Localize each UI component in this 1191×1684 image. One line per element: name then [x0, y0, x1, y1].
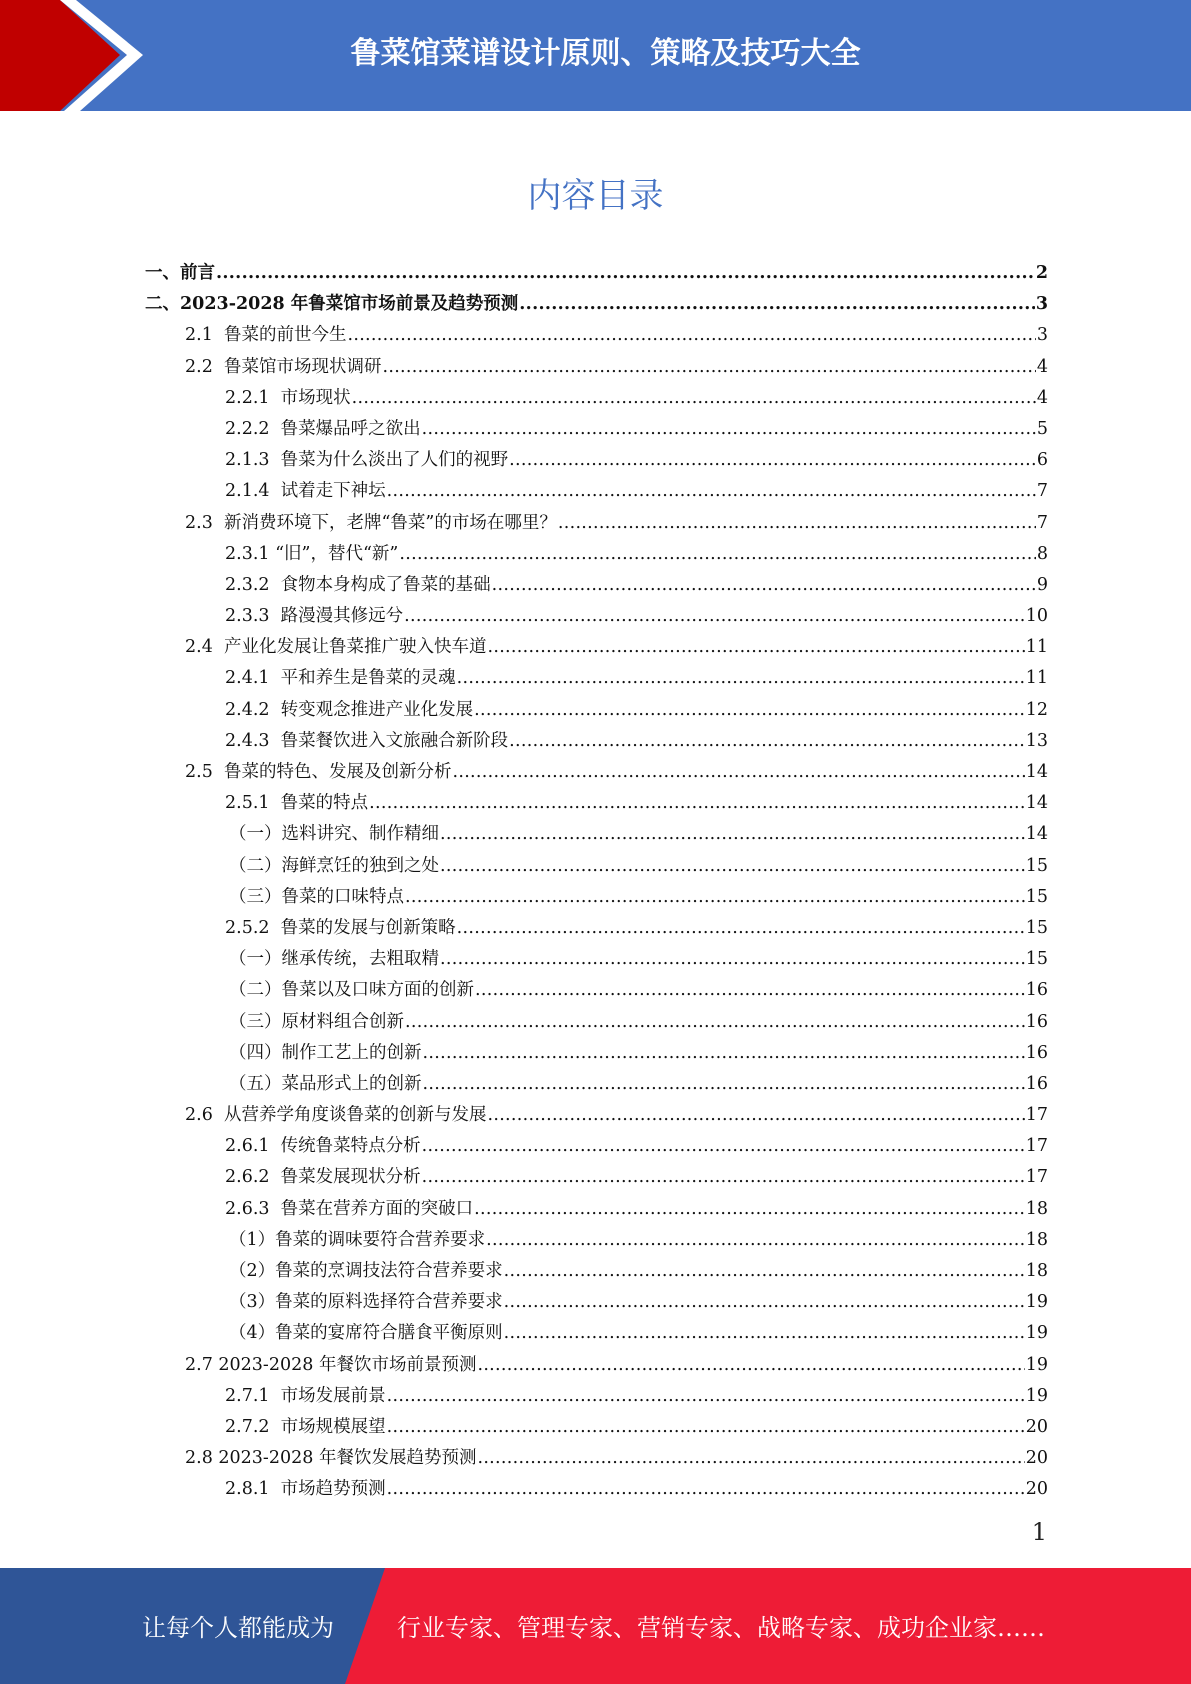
toc-entry[interactable]	[145, 258, 1048, 289]
toc-entry-label: 2.2 鲁菜馆市场现状调研	[185, 356, 382, 377]
toc-entry[interactable]	[145, 1069, 1048, 1100]
toc-leader-dots	[509, 445, 1036, 476]
toc-entry-label: 2.6.3 鲁菜在营养方面的突破口	[225, 1198, 474, 1219]
toc-leader-dots	[405, 882, 1025, 913]
toc-entry-page: 3	[1036, 325, 1048, 346]
toc-entry-label: 2.7 2023-2028 年餐饮市场前景预测	[185, 1354, 477, 1375]
toc-entry-page: 4	[1036, 387, 1048, 408]
toc-entry-page: 15	[1025, 949, 1048, 970]
toc-entry[interactable]	[145, 788, 1048, 819]
toc-entry[interactable]	[145, 1381, 1048, 1412]
toc-leader-dots	[387, 1474, 1025, 1505]
toc-entry-page: 16	[1025, 1073, 1048, 1094]
toc-leader-dots	[440, 851, 1025, 882]
toc-leader-dots	[382, 352, 1035, 383]
toc-entry-label: 2.6 从营养学角度谈鲁菜的创新与发展	[185, 1105, 487, 1126]
toc-entry-page: 19	[1025, 1292, 1048, 1313]
toc-leader-dots	[352, 383, 1036, 414]
toc-entry-label: 2.2.1 市场现状	[225, 387, 351, 408]
toc-entry-page: 15	[1025, 886, 1048, 907]
toc-entry-page: 11	[1025, 668, 1048, 689]
toc-entry-page: 7	[1036, 512, 1048, 533]
table-of-contents	[145, 258, 1048, 1506]
toc-entry[interactable]	[145, 1100, 1048, 1131]
toc-entry-page: 12	[1025, 699, 1048, 720]
toc-entry-label: （二）海鲜烹饪的独到之处	[229, 855, 439, 876]
toc-entry-label: 2.4.2 转变观念推进产业化发展	[225, 699, 474, 720]
toc-entry-page: 8	[1036, 543, 1048, 564]
toc-entry-page: 18	[1025, 1261, 1048, 1281]
page-header	[0, 0, 1191, 111]
toc-entry-page: 20	[1025, 1448, 1048, 1469]
toc-entry-page: 10	[1025, 606, 1048, 627]
toc-leader-dots	[440, 944, 1025, 975]
toc-entry-page: 2	[1035, 263, 1048, 283]
toc-entry[interactable]	[145, 1350, 1048, 1381]
toc-entry-label: 2.3.3 路漫漫其修远兮	[225, 606, 404, 627]
toc-leader-dots	[423, 1038, 1025, 1069]
toc-entry-page: 9	[1036, 574, 1048, 595]
toc-leader-dots	[216, 258, 1035, 289]
toc-entry[interactable]	[145, 882, 1048, 913]
toc-entry[interactable]	[145, 1443, 1048, 1474]
toc-entry-page: 4	[1036, 356, 1048, 377]
toc-leader-dots	[423, 1069, 1025, 1100]
toc-leader-dots	[369, 788, 1025, 819]
toc-leader-dots	[399, 539, 1035, 570]
toc-leader-dots	[387, 1381, 1025, 1412]
toc-entry[interactable]	[145, 320, 1048, 351]
toc-entry-page: 15	[1025, 917, 1048, 938]
toc-entry-page: 16	[1025, 1042, 1048, 1063]
toc-entry-label: 2.2.2 鲁菜爆品呼之欲出	[225, 418, 421, 439]
toc-entry-page: 18	[1025, 1229, 1048, 1250]
toc-entry-label: （三）原材料组合创新	[229, 1011, 404, 1032]
toc-entry[interactable]	[145, 1318, 1048, 1349]
toc-leader-dots	[492, 570, 1036, 601]
toc-leader-dots	[519, 289, 1035, 320]
toc-entry-page: 20	[1025, 1479, 1048, 1500]
toc-entry[interactable]	[145, 1131, 1048, 1162]
toc-entry[interactable]	[145, 1194, 1048, 1225]
toc-leader-dots	[474, 1194, 1025, 1225]
toc-entry[interactable]	[145, 819, 1048, 850]
toc-entry-page: 17	[1025, 1105, 1048, 1126]
toc-leader-dots	[457, 663, 1025, 694]
toc-entry-label: 2.6.2 鲁菜发展现状分析	[225, 1167, 421, 1188]
toc-entry[interactable]	[145, 1287, 1048, 1318]
toc-entry[interactable]	[145, 445, 1048, 476]
toc-entry-label: 2.3.1 “旧”，替代“新”	[225, 543, 399, 564]
toc-leader-dots	[387, 1412, 1025, 1443]
toc-entry[interactable]	[145, 851, 1048, 882]
toc-entry-page: 17	[1025, 1136, 1048, 1157]
toc-entry-label: （一）继承传统，去粗取精	[229, 949, 439, 970]
page-footer	[0, 1568, 1191, 1684]
toc-entry-label: （一）选料讲究、制作精细	[229, 824, 439, 845]
page-number: 1	[1031, 1518, 1047, 1546]
toc-heading: 内容目录	[527, 176, 664, 216]
toc-entry[interactable]	[145, 289, 1048, 320]
toc-entry-label: 二、2023-2028 年鲁菜馆市场前景及趋势预测	[145, 294, 519, 315]
toc-leader-dots	[347, 320, 1035, 351]
toc-entry[interactable]	[145, 1225, 1048, 1256]
toc-entry-page: 19	[1025, 1323, 1048, 1344]
toc-leader-dots	[504, 1287, 1025, 1318]
toc-leader-dots	[504, 1256, 1025, 1287]
toc-entry[interactable]	[145, 539, 1048, 570]
toc-entry-page: 5	[1036, 418, 1048, 439]
toc-entry[interactable]	[145, 352, 1048, 383]
toc-entry-page: 6	[1036, 450, 1048, 471]
toc-leader-dots	[405, 1007, 1025, 1038]
toc-entry-label: 一、前言	[145, 263, 215, 283]
toc-entry-label: 2.6.1 传统鲁菜特点分析	[225, 1136, 421, 1157]
toc-entry-page: 13	[1025, 730, 1048, 751]
toc-leader-dots	[452, 757, 1024, 788]
toc-entry-label: 2.5 鲁菜的特色、发展及创新分析	[185, 762, 452, 782]
toc-leader-dots	[487, 632, 1024, 663]
toc-entry[interactable]	[145, 757, 1048, 788]
toc-entry-label: 2.3 新消费环境下，老牌“鲁菜”的市场在哪里？	[185, 512, 557, 533]
toc-leader-dots	[475, 975, 1025, 1006]
toc-entry-page: 7	[1036, 481, 1048, 502]
toc-entry-label: 2.8 2023-2028 年餐饮发展趋势预测	[185, 1448, 477, 1469]
toc-entry-page: 19	[1025, 1385, 1048, 1406]
toc-entry-label: 2.7.1 市场发展前景	[225, 1385, 386, 1406]
toc-leader-dots	[558, 508, 1036, 539]
toc-leader-dots	[387, 476, 1036, 507]
toc-entry[interactable]	[145, 414, 1048, 445]
toc-entry-label: （五）菜品形式上的创新	[229, 1073, 422, 1094]
toc-leader-dots	[504, 1318, 1025, 1349]
toc-leader-dots	[457, 913, 1025, 944]
toc-leader-dots	[509, 726, 1025, 757]
toc-entry-label: （二）鲁菜以及口味方面的创新	[229, 980, 474, 1001]
toc-entry-page: 11	[1025, 637, 1048, 658]
toc-entry[interactable]	[145, 632, 1048, 663]
document-title: 鲁菜馆菜谱设计原则、策略及技巧大全	[350, 36, 861, 71]
toc-entry[interactable]	[145, 570, 1048, 601]
toc-leader-dots	[474, 695, 1025, 726]
toc-entry-label: 2.4.3 鲁菜餐饮进入文旅融合新阶段	[225, 730, 509, 751]
toc-entry[interactable]	[145, 695, 1048, 726]
toc-entry-label: 2.3.2 食物本身构成了鲁菜的基础	[225, 574, 491, 595]
toc-entry-label: （三）鲁菜的口味特点	[229, 886, 404, 907]
toc-entry-page: 16	[1025, 980, 1048, 1001]
toc-entry[interactable]	[145, 975, 1048, 1006]
toc-entry-page: 17	[1025, 1167, 1048, 1188]
toc-entry-label: 2.4 产业化发展让鲁菜推广驶入快车道	[185, 637, 487, 658]
toc-leader-dots	[422, 414, 1036, 445]
toc-entry[interactable]	[145, 944, 1048, 975]
toc-entry[interactable]	[145, 601, 1048, 632]
toc-entry-page: 14	[1025, 762, 1048, 782]
toc-entry-page: 18	[1025, 1198, 1048, 1219]
toc-entry-label: 2.4.1 平和养生是鲁菜的灵魂	[225, 668, 456, 689]
toc-entry[interactable]	[145, 1007, 1048, 1038]
toc-entry[interactable]	[145, 1162, 1048, 1193]
footer-slogan-right: 行业专家、管理专家、营销专家、战略专家、成功企业家……	[397, 1614, 1045, 1642]
toc-entry-label: （2）鲁菜的烹调技法符合营养要求	[229, 1261, 503, 1281]
toc-entry[interactable]	[145, 913, 1048, 944]
toc-entry-page: 20	[1025, 1416, 1048, 1437]
toc-entry-label: 2.5.2 鲁菜的发展与创新策略	[225, 917, 456, 938]
toc-leader-dots	[477, 1443, 1024, 1474]
toc-entry-label: （四）制作工艺上的创新	[229, 1042, 422, 1063]
toc-entry-page: 14	[1025, 793, 1048, 814]
toc-entry-label: 2.5.1 鲁菜的特点	[225, 793, 369, 814]
toc-entry[interactable]	[145, 476, 1048, 507]
toc-leader-dots	[422, 1131, 1025, 1162]
footer-slogan-left: 让每个人都能成为	[142, 1614, 334, 1642]
toc-leader-dots	[486, 1225, 1025, 1256]
toc-entry-label: （4）鲁菜的宴席符合膳食平衡原则	[229, 1323, 503, 1344]
toc-entry-label: 2.1.4 试着走下神坛	[225, 481, 386, 502]
toc-entry[interactable]	[145, 1256, 1048, 1287]
toc-entry[interactable]	[145, 663, 1048, 694]
toc-leader-dots	[487, 1100, 1024, 1131]
toc-entry-page: 14	[1025, 824, 1048, 845]
toc-leader-dots	[440, 819, 1025, 850]
toc-entry[interactable]	[145, 1474, 1048, 1505]
toc-entry-page: 15	[1025, 855, 1048, 876]
toc-leader-dots	[477, 1350, 1024, 1381]
toc-entry-label: 2.8.1 市场趋势预测	[225, 1479, 386, 1500]
toc-entry[interactable]	[145, 383, 1048, 414]
toc-entry-page: 16	[1025, 1011, 1048, 1032]
toc-entry[interactable]	[145, 726, 1048, 757]
toc-entry-label: 2.1.3 鲁菜为什么淡出了人们的视野	[225, 450, 509, 471]
toc-entry[interactable]	[145, 1412, 1048, 1443]
toc-entry-label: 2.7.2 市场规模展望	[225, 1416, 386, 1437]
toc-entry[interactable]	[145, 1038, 1048, 1069]
toc-entry-label: 2.1 鲁菜的前世今生	[185, 325, 347, 346]
toc-entry-label: （1）鲁菜的调味要符合营养要求	[229, 1229, 486, 1250]
toc-entry[interactable]	[145, 508, 1048, 539]
toc-entry-page: 3	[1035, 294, 1048, 315]
toc-entry-page: 19	[1025, 1354, 1048, 1375]
toc-leader-dots	[404, 601, 1025, 632]
toc-entry-label: （3）鲁菜的原料选择符合营养要求	[229, 1292, 503, 1313]
toc-leader-dots	[422, 1162, 1025, 1193]
